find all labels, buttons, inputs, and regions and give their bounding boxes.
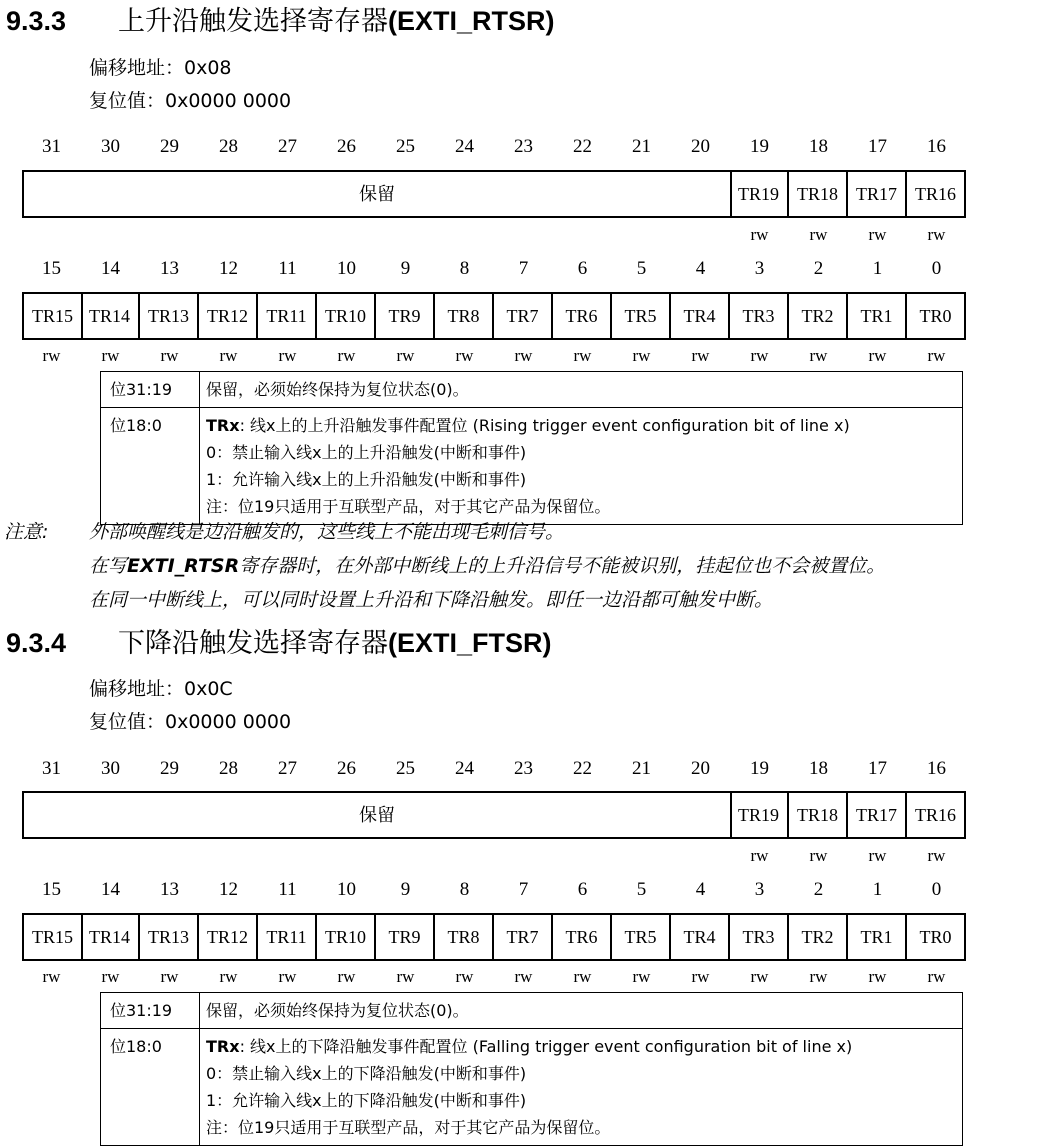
- access-type: rw: [868, 346, 887, 365]
- register-field: TR4: [671, 913, 730, 961]
- access-type: rw: [514, 967, 533, 986]
- bit-number: 25: [396, 758, 415, 779]
- access-type: rw: [573, 346, 592, 365]
- bit-number: 2: [813, 258, 824, 279]
- bit-number: 21: [632, 136, 651, 157]
- section-title-rtsr: [6, 4, 555, 39]
- register-field: TR19: [730, 170, 789, 218]
- bit-number: 28: [219, 136, 238, 157]
- description-line: 保留，必须始终保持为复位状态(0)。: [206, 380, 469, 399]
- register-field: TR3: [730, 913, 789, 961]
- bit-number: 12: [219, 258, 238, 279]
- register-field: TR6: [553, 913, 612, 961]
- offset-address: [89, 56, 232, 80]
- access-type: rw: [101, 346, 120, 365]
- note-text: 寄存器时，在外部中断线上的上升沿信号不能被识别，挂起位也不会被置位。: [239, 555, 886, 577]
- bit-numbers-lower: [22, 879, 966, 901]
- bit-description: [200, 993, 963, 1029]
- section-title-text: 上升沿触发选择寄存器: [118, 6, 388, 37]
- access-type: rw: [632, 346, 651, 365]
- note-line: [89, 554, 885, 578]
- bit-number: 17: [868, 758, 887, 779]
- access-type: rw: [219, 346, 238, 365]
- bit-number: 18: [809, 136, 828, 157]
- register-field: TR16: [907, 170, 966, 218]
- description-line: [206, 412, 956, 439]
- bit-number: 0: [931, 879, 942, 900]
- bit-description-table: [100, 371, 963, 525]
- reserved-field: 保留: [22, 791, 732, 839]
- access-type: rw: [278, 346, 297, 365]
- access-type: rw: [160, 967, 179, 986]
- section-title-code: (EXTI_RTSR): [388, 6, 555, 36]
- bit-number: 12: [219, 879, 238, 900]
- access-type: rw: [396, 346, 415, 365]
- bit-number: 13: [160, 879, 179, 900]
- access-type: rw: [750, 846, 769, 865]
- bit-range: 位31:19: [101, 993, 200, 1029]
- register-field: TR9: [376, 292, 435, 340]
- section-title-ftsr: [6, 626, 552, 661]
- register-field: TR1: [848, 292, 907, 340]
- access-type: rw: [455, 346, 474, 365]
- register-field: TR17: [848, 170, 907, 218]
- table-row: [101, 1029, 963, 1146]
- section-number: 9.3.3: [6, 6, 67, 36]
- table-row: [101, 993, 963, 1029]
- bit-range: 位18:0: [101, 1029, 200, 1146]
- bit-number: 16: [927, 136, 946, 157]
- note-text: 在写: [89, 555, 128, 577]
- bit-number: 13: [160, 258, 179, 279]
- bit-number: 29: [160, 758, 179, 779]
- description-line: 0：禁止输入线x上的上升沿触发(中断和事件): [206, 443, 527, 462]
- bit-number: 1: [872, 879, 883, 900]
- bit-range: 位31:19: [101, 372, 200, 408]
- access-row-lower: [22, 967, 966, 987]
- bit-number: 22: [573, 136, 592, 157]
- bit-number: 29: [160, 136, 179, 157]
- access-type: rw: [455, 967, 474, 986]
- access-type: rw: [868, 225, 887, 244]
- access-type: rw: [691, 967, 710, 986]
- access-type: rw: [514, 346, 533, 365]
- table-row: [101, 408, 963, 525]
- description-line: 1：允许输入线x上的下降沿触发(中断和事件): [206, 1091, 527, 1110]
- field-name: TRx: [206, 1037, 240, 1056]
- reset-value-text: 0x0000 0000: [165, 90, 292, 112]
- reset-label: 复位值：: [89, 90, 166, 112]
- bit-number: 0: [931, 258, 942, 279]
- register-field: TR15: [22, 913, 83, 961]
- bit-number: 11: [278, 258, 297, 279]
- offset-label: 偏移地址：: [89, 678, 185, 700]
- description-line: 注：位19只适用于互联型产品，对于其它产品为保留位。: [206, 497, 611, 516]
- description-line: 注：位19只适用于互联型产品，对于其它产品为保留位。: [206, 1118, 611, 1137]
- bit-number: 15: [42, 258, 61, 279]
- register-field: TR15: [22, 292, 83, 340]
- reset-value-text: 0x0000 0000: [165, 711, 292, 733]
- register-field: TR18: [789, 170, 848, 218]
- register-field: TR5: [612, 913, 671, 961]
- register-field: TR7: [494, 913, 553, 961]
- access-type: rw: [101, 967, 120, 986]
- note-label: 注意:: [4, 521, 49, 543]
- register-field: TR13: [140, 292, 199, 340]
- register-field: TR10: [317, 913, 376, 961]
- description-line: [206, 1033, 956, 1060]
- field-summary: : 线x上的上升沿触发事件配置位 (Rising trigger event configuration bit of line x): [239, 416, 850, 435]
- bit-number: 1: [872, 258, 883, 279]
- access-type: rw: [219, 967, 238, 986]
- access-type: rw: [927, 346, 946, 365]
- register-field: TR12: [199, 292, 258, 340]
- register-field: TR0: [907, 913, 966, 961]
- bit-number: 7: [518, 879, 529, 900]
- access-type: rw: [927, 967, 946, 986]
- offset-value: 0x0C: [184, 678, 233, 700]
- access-type: rw: [337, 967, 356, 986]
- bit-number: 26: [337, 136, 356, 157]
- bit-number: 25: [396, 136, 415, 157]
- bit-number: 20: [691, 758, 710, 779]
- access-type: rw: [927, 225, 946, 244]
- note-line: 在同一中断线上，可以同时设置上升沿和下降沿触发。即任一边沿都可触发中断。: [89, 589, 774, 611]
- reserved-field: 保留: [22, 170, 732, 218]
- bit-number: 9: [400, 258, 411, 279]
- register-field: TR18: [789, 791, 848, 839]
- table-row: [101, 372, 963, 408]
- bit-number: 6: [577, 258, 588, 279]
- register-field: TR14: [81, 292, 140, 340]
- register-field: TR7: [494, 292, 553, 340]
- bit-number: 2: [813, 879, 824, 900]
- access-type: rw: [691, 346, 710, 365]
- bit-number: 11: [278, 879, 297, 900]
- description-line: 保留，必须始终保持为复位状态(0)。: [206, 1001, 469, 1020]
- access-type: rw: [927, 846, 946, 865]
- bit-number: 16: [927, 758, 946, 779]
- bit-number: 31: [42, 758, 61, 779]
- bit-range: 位18:0: [101, 408, 200, 525]
- register-field: TR0: [907, 292, 966, 340]
- register-field: TR10: [317, 292, 376, 340]
- bit-number: 19: [750, 136, 769, 157]
- bit-number: 8: [459, 879, 470, 900]
- bit-number: 3: [754, 258, 765, 279]
- bit-numbers-lower: [22, 258, 966, 280]
- offset-value: 0x08: [184, 57, 232, 79]
- bit-description: [200, 372, 963, 408]
- bit-number: 26: [337, 758, 356, 779]
- bit-number: 15: [42, 879, 61, 900]
- bit-number: 7: [518, 258, 529, 279]
- offset-address: [89, 677, 233, 701]
- bit-number: 14: [101, 879, 120, 900]
- access-type: rw: [750, 225, 769, 244]
- access-type: rw: [868, 846, 887, 865]
- access-type: rw: [42, 967, 61, 986]
- access-type: rw: [809, 967, 828, 986]
- bit-number: 30: [101, 136, 120, 157]
- bit-numbers-upper: [22, 136, 966, 158]
- register-field: TR8: [435, 913, 494, 961]
- section-number: 9.3.4: [6, 628, 67, 658]
- bit-number: 10: [337, 879, 356, 900]
- field-summary: : 线x上的下降沿触发事件配置位 (Falling trigger event configuration bit of line x): [239, 1037, 853, 1056]
- register-field: TR8: [435, 292, 494, 340]
- register-field: TR11: [258, 292, 317, 340]
- section-title-text: 下降沿触发选择寄存器: [118, 628, 388, 659]
- register-field: TR3: [730, 292, 789, 340]
- bit-number: 24: [455, 136, 474, 157]
- register-field: TR13: [140, 913, 199, 961]
- register-field: TR1: [848, 913, 907, 961]
- access-type: rw: [868, 967, 887, 986]
- access-type: rw: [160, 346, 179, 365]
- register-field: TR16: [907, 791, 966, 839]
- field-name: TRx: [206, 416, 240, 435]
- register-lower-half: [22, 292, 966, 340]
- register-field: TR19: [730, 791, 789, 839]
- bit-number: 21: [632, 758, 651, 779]
- bit-number: 6: [577, 879, 588, 900]
- register-field: TR4: [671, 292, 730, 340]
- bit-number: 20: [691, 136, 710, 157]
- register-field: TR6: [553, 292, 612, 340]
- reset-value: [89, 89, 291, 113]
- register-field: TR14: [81, 913, 140, 961]
- bit-number: 10: [337, 258, 356, 279]
- note-line: 外部唤醒线是边沿触发的，这些线上不能出现毛刺信号。: [89, 521, 565, 543]
- section-title-code: (EXTI_FTSR): [388, 628, 552, 658]
- bit-number: 5: [636, 258, 647, 279]
- bit-number: 23: [514, 758, 533, 779]
- bit-number: 3: [754, 879, 765, 900]
- bit-number: 8: [459, 258, 470, 279]
- bit-number: 9: [400, 879, 411, 900]
- access-type: rw: [809, 346, 828, 365]
- register-field: TR12: [199, 913, 258, 961]
- bit-description: [200, 1029, 963, 1146]
- access-row-upper: [22, 846, 966, 866]
- bit-numbers-upper: [22, 758, 966, 780]
- access-type: rw: [750, 967, 769, 986]
- bit-number: 27: [278, 758, 297, 779]
- bit-number: 14: [101, 258, 120, 279]
- access-type: rw: [809, 225, 828, 244]
- register-field: TR2: [789, 292, 848, 340]
- bit-number: 19: [750, 758, 769, 779]
- register-field: TR2: [789, 913, 848, 961]
- note-code: EXTI_RTSR: [127, 555, 240, 577]
- register-lower-half: [22, 913, 966, 961]
- bit-number: 23: [514, 136, 533, 157]
- bit-description: [200, 408, 963, 525]
- register-field: TR5: [612, 292, 671, 340]
- access-type: rw: [337, 346, 356, 365]
- access-row-lower: [22, 346, 966, 366]
- access-type: rw: [750, 346, 769, 365]
- description-line: 0：禁止输入线x上的下降沿触发(中断和事件): [206, 1064, 527, 1083]
- reset-label: 复位值：: [89, 711, 166, 733]
- register-upper-half: [22, 170, 966, 218]
- access-type: rw: [573, 967, 592, 986]
- bit-number: 17: [868, 136, 887, 157]
- description-line: 1：允许输入线x上的上升沿触发(中断和事件): [206, 470, 527, 489]
- register-field: TR17: [848, 791, 907, 839]
- bit-number: 28: [219, 758, 238, 779]
- bit-number: 5: [636, 879, 647, 900]
- bit-number: 30: [101, 758, 120, 779]
- bit-number: 4: [695, 879, 706, 900]
- access-type: rw: [278, 967, 297, 986]
- access-row-upper: [22, 225, 966, 245]
- offset-label: 偏移地址：: [89, 57, 185, 79]
- bit-number: 27: [278, 136, 297, 157]
- bit-number: 22: [573, 758, 592, 779]
- register-field: TR9: [376, 913, 435, 961]
- reset-value: [89, 710, 291, 734]
- bit-number: 24: [455, 758, 474, 779]
- access-type: rw: [632, 967, 651, 986]
- register-field: TR11: [258, 913, 317, 961]
- bit-number: 31: [42, 136, 61, 157]
- access-type: rw: [809, 846, 828, 865]
- bit-description-table: [100, 992, 963, 1146]
- access-type: rw: [42, 346, 61, 365]
- access-type: rw: [396, 967, 415, 986]
- bit-number: 18: [809, 758, 828, 779]
- bit-number: 4: [695, 258, 706, 279]
- register-upper-half: [22, 791, 966, 839]
